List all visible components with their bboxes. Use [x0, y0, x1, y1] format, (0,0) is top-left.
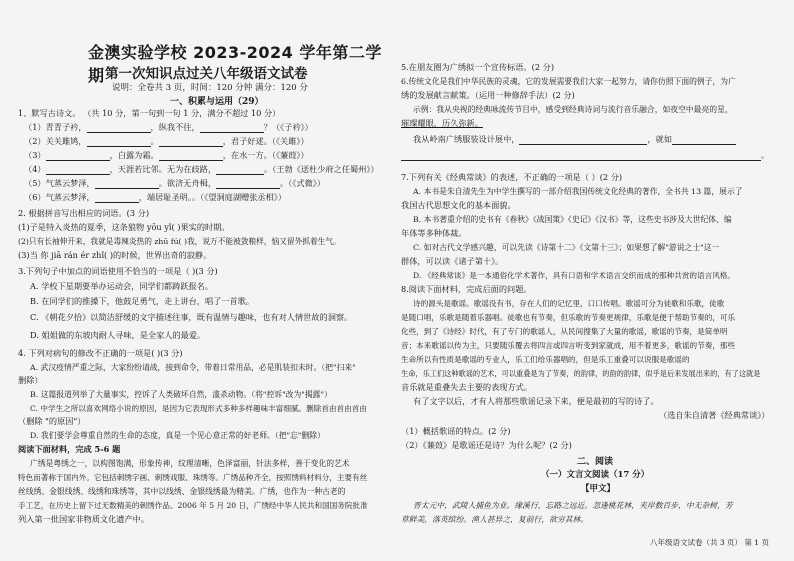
- q4-d: D. 我们要学会尊重自然的生命的态度，真是一个见心意正常的好老师。（把"忘"删除）: [30, 431, 325, 440]
- q6-line: 6.传统文化是我们中华民族的灵魂，它的发展需要我们大家一起努力，请你仿照下面的例子，为广: [401, 77, 736, 86]
- classic-text: 草鲜美，落英缤纷。渔人甚异之，复前行，欲穷其林。: [401, 515, 589, 524]
- text: 我从岭南广绣服装设计展中，: [413, 134, 520, 144]
- q3-b: B. 在同学们的推搡下，他鼓足勇气，走上讲台，唱了一首歌。: [30, 296, 255, 306]
- q4-a: A. 武汉疫情严重之际，大家纷纷请战，接到命令，带着日常用品，必是肌装扣未时。（把"扫来": [30, 363, 356, 372]
- answer-blank[interactable]: [200, 124, 264, 133]
- text: 。欲济无舟楫，: [158, 178, 217, 188]
- section-heading-2: 二、阅读: [577, 457, 614, 467]
- q8-para: 是随口唱，乐歌是随着乐器唱。徒歌也有节奏，但乐歌的节奏更规律，乐歌是便于帮助节奏的，可乐: [401, 313, 736, 322]
- text: ，纵我不往，: [150, 122, 200, 132]
- answer-blank[interactable]: [159, 152, 223, 161]
- q8-sub2: （2）《蒹葭》是歌谣还是诗？为什么呢？(2 分): [401, 440, 572, 450]
- text: （5）气蒸云梦泽，: [24, 178, 95, 188]
- text: 。: [761, 150, 770, 160]
- q7-option: D. 《经典常谈》是一本通俗化学术著作，具有口语和学术语言交织而成的那种共赏的语言风格。: [413, 271, 735, 280]
- reading-line: 列入第一批国家非物质文化遗产中。: [18, 514, 150, 524]
- section-heading-2a: （一）文言文阅读（17 分）: [541, 470, 650, 480]
- text: ，就如: [647, 134, 673, 144]
- q1-stem: 1、默写古诗文。 （共 10 分，第一句到一句 1 分，满分不超过 10 分）: [18, 108, 281, 118]
- answer-blank[interactable]: [401, 152, 761, 161]
- text: 。（王勃《送杜少府之任蜀州》）: [264, 164, 379, 174]
- answer-blank[interactable]: [87, 124, 151, 133]
- text: ，君子好逑。（《关雎》）: [222, 136, 309, 146]
- exam-subtitle: 第一次知识点过关八年级语文试卷: [105, 66, 308, 82]
- exam-meta: 说明：全卷共 3 页，时间：120 分钟 满分：120 分: [112, 83, 308, 93]
- reading-line: 手工艺，在历史上留下过无数精美的刺绣作品。2006 年 5 月 20 日，广绣经中华人民共和国国务院批准: [18, 501, 368, 510]
- q8-citation: （选自朱自清著《经典常谈》）: [659, 410, 770, 420]
- answer-blank[interactable]: [95, 194, 139, 203]
- q8-para: 化些，到了《诗经》时代，有了专门的歌谣人，从民间搜集了大量的歌谣，歌谣的节奏，是简单明: [401, 327, 728, 336]
- text: 。（《望洞庭湖赠张丞相》）: [191, 192, 287, 202]
- q6-line: 绣的发展献言献策。（运用一种修辞手法）(2 分): [401, 90, 575, 100]
- q1-line5: [24, 178, 325, 189]
- text: （4）: [24, 164, 46, 174]
- q3-stem: 3.下列句子中加点的词语使用不恰当的一项是（ )(3 分): [18, 266, 218, 276]
- q8-para: 诗的源头是歌谣。歌谣没有书，存在人们的记忆里，口口传唱。歌谣可分为徒歌和乐歌，徒歌: [413, 299, 725, 308]
- q8-sub1: （1）概括歌谣的特点。(2 分): [401, 426, 511, 436]
- right-page: [397, 0, 794, 561]
- q8-para: 音；本来歌谣以传为主，只要随乐覆去将四言或四言听变到家就成，用不着更多，歌谣的节奏，那些: [401, 341, 736, 350]
- answer-blank[interactable]: [87, 138, 151, 147]
- text: （3）: [24, 150, 46, 160]
- answer-blank[interactable]: [46, 152, 110, 161]
- text: 。（《式微》）: [280, 178, 326, 188]
- reading-line: 特色而著称于国内外。它包括刺绣字画、刺绣戏服、珠绣等。广绣品种齐全，按照绣料材料分，主要有丝: [18, 473, 368, 482]
- q6-line: 璀璨耀眼，历久弥新。: [401, 118, 483, 128]
- text: ？（《子衿》）: [263, 122, 313, 132]
- q2-b: (2)只有长袖伸开来，我就是毒辣炎热的 zhū fú( )我，说万不能被敛粮样，恼又留外抓着生气。: [18, 237, 341, 246]
- answer-blank[interactable]: [519, 136, 647, 145]
- q7-option: C. 如对古代文学感兴趣，可以先读《诗第十二》《文第十三》；如果想了解"游说之士"这一: [413, 243, 720, 252]
- q8-para: 有了文字以后，才有人将那些歌谣记录下来，便是最初的写的诗了。: [413, 396, 659, 406]
- q7-option: B. 本书著重介绍的史书有《春秋》《战国策》《史记》《汉书》等，这些史书涉及大世纪体、编: [413, 215, 732, 224]
- q6-line5: [413, 134, 736, 145]
- answer-blank[interactable]: [46, 166, 110, 175]
- q1-line3: [24, 150, 309, 161]
- reading-instruction: 阅读下面材料，完成 5-6 题: [18, 444, 121, 454]
- q2-c: (3)当 你 jiā rán ér zhǐ( )的时候，世界出奇的寂静。: [18, 250, 212, 260]
- text: 。: [150, 136, 159, 146]
- answer-blank[interactable]: [216, 166, 264, 175]
- q4-a2: 删除）: [18, 375, 43, 385]
- q8-para: 音乐就是重叠失去主要的表现方式。: [401, 382, 533, 392]
- q8-para: 生命，乐工们这种歌谣的艺术，可以重叠是为了节奏，的韵律，的韵的韵律，似乎是后来发展出来的，有了这就是: [401, 369, 761, 378]
- exam-title: 金澳实验学校 2023-2024 学年第二学期: [88, 43, 382, 85]
- q2-stem: 2. 根据拼音写出相应的词语。(3 分): [18, 208, 150, 218]
- q4-stem: 4. 下列对病句的修改不正确的一项是( )(3 分): [18, 348, 183, 358]
- text: （6）气蒸云梦泽，: [24, 192, 95, 202]
- q1-line1: [24, 122, 313, 133]
- reading-line: 丝线绣、金银线绣、线绣和珠绣等，其中以线绣、金银线绣最为精美。广绣，也作为一种古老的: [18, 487, 346, 496]
- answer-blank[interactable]: [95, 180, 159, 189]
- jia-label: 【甲文】: [581, 484, 616, 494]
- q1-line6: [24, 192, 286, 203]
- q4-c2: （删除 "的原因"）: [18, 416, 86, 426]
- q3-d: D. 姐姐做的东坡肉耐人寻味，是全家人的最爱。: [30, 330, 206, 340]
- reading-line: 广绣是粤绣之一，以构图饱满，形象传神，纹理清晰，色泽富丽，针法多样，善于变化的艺术: [30, 459, 350, 468]
- classic-text: 晋太元中，武陵人捕鱼为业。缘溪行，忘路之远近。忽逢桃花林，夹岸数百步，中无杂树，芳: [413, 501, 733, 510]
- q7-option: 年体等多种体裁。: [401, 228, 467, 238]
- q7-stem: 7.下列有关《经典常谈》的表述，不正确的一项是（ ）(2 分): [401, 172, 623, 182]
- q6-line: 示例：我从央视的经典咏流传节目中，感受到经典诗词与流行音乐融合，如夜空中最亮的星，: [413, 105, 733, 114]
- page-footer: 八年级语文试卷（共 3 页） 第 1 页: [650, 538, 769, 547]
- text: ，在水一方。（《蒹葭》）: [222, 150, 309, 160]
- section-heading-1: 一、积累与运用（29）: [170, 97, 264, 107]
- q8-stem: 8.阅读下面材料，完成后面的问题。: [401, 284, 532, 294]
- q7-option: 群体，可以读《诸子第十》。: [401, 256, 504, 266]
- text: ，端居耻圣明。: [138, 192, 192, 202]
- q3-a: A. 学校下星期要举办运动会，同学们都踌跃报名。: [30, 281, 214, 291]
- answer-blank[interactable]: [672, 136, 736, 145]
- q4-b: B. 这篇报道列举了大量事实，控诉了人类破坏自然，滥杀动物。（将"控诉"改为"揭露"）: [30, 390, 332, 399]
- q6-line6: [401, 150, 769, 161]
- q8-para: 生命所以有性质是歌谣的专业人，乐工们给乐器唱的，但是乐工重叠可以说服是歌谣的: [401, 355, 690, 364]
- answer-blank[interactable]: [216, 180, 280, 189]
- q1-line4: [24, 164, 379, 175]
- answer-blank[interactable]: [159, 138, 223, 147]
- text: （1）青青子衿，: [24, 122, 87, 132]
- text: （2）关关雎鸠，: [24, 136, 87, 146]
- q7-option: 我国古代思想文化的基本面貌。: [401, 200, 516, 210]
- q2-a: (1)子是特入炎热的夏季，这条狼物 yōu yǐ( )果实的时期。: [18, 222, 230, 232]
- q1-line2: [24, 136, 309, 147]
- text: ，白露为霜。: [109, 150, 159, 160]
- text: ，天涯若比邻。无为在歧路，: [109, 164, 217, 174]
- q7-option: A. 本书是朱自清先生为中学生撰写的一部介绍我国传统文化经典的著作，全书共 13 篇，展示了: [413, 187, 743, 196]
- q3-c: C. 《朝花夕拾》以简洁舒缓的文字描述往事，既有温情与趣味，也有对人情世故的洞察。: [30, 312, 353, 322]
- q5: 5.在朋友圈为广绣拟一个宣传标语。(2 分): [401, 62, 555, 72]
- q4-c: C. 中学生之所以喜欢网络小说的原因，是因为它表现形式多种多样趣味丰富细腻。删除首由首由首由: [30, 404, 367, 413]
